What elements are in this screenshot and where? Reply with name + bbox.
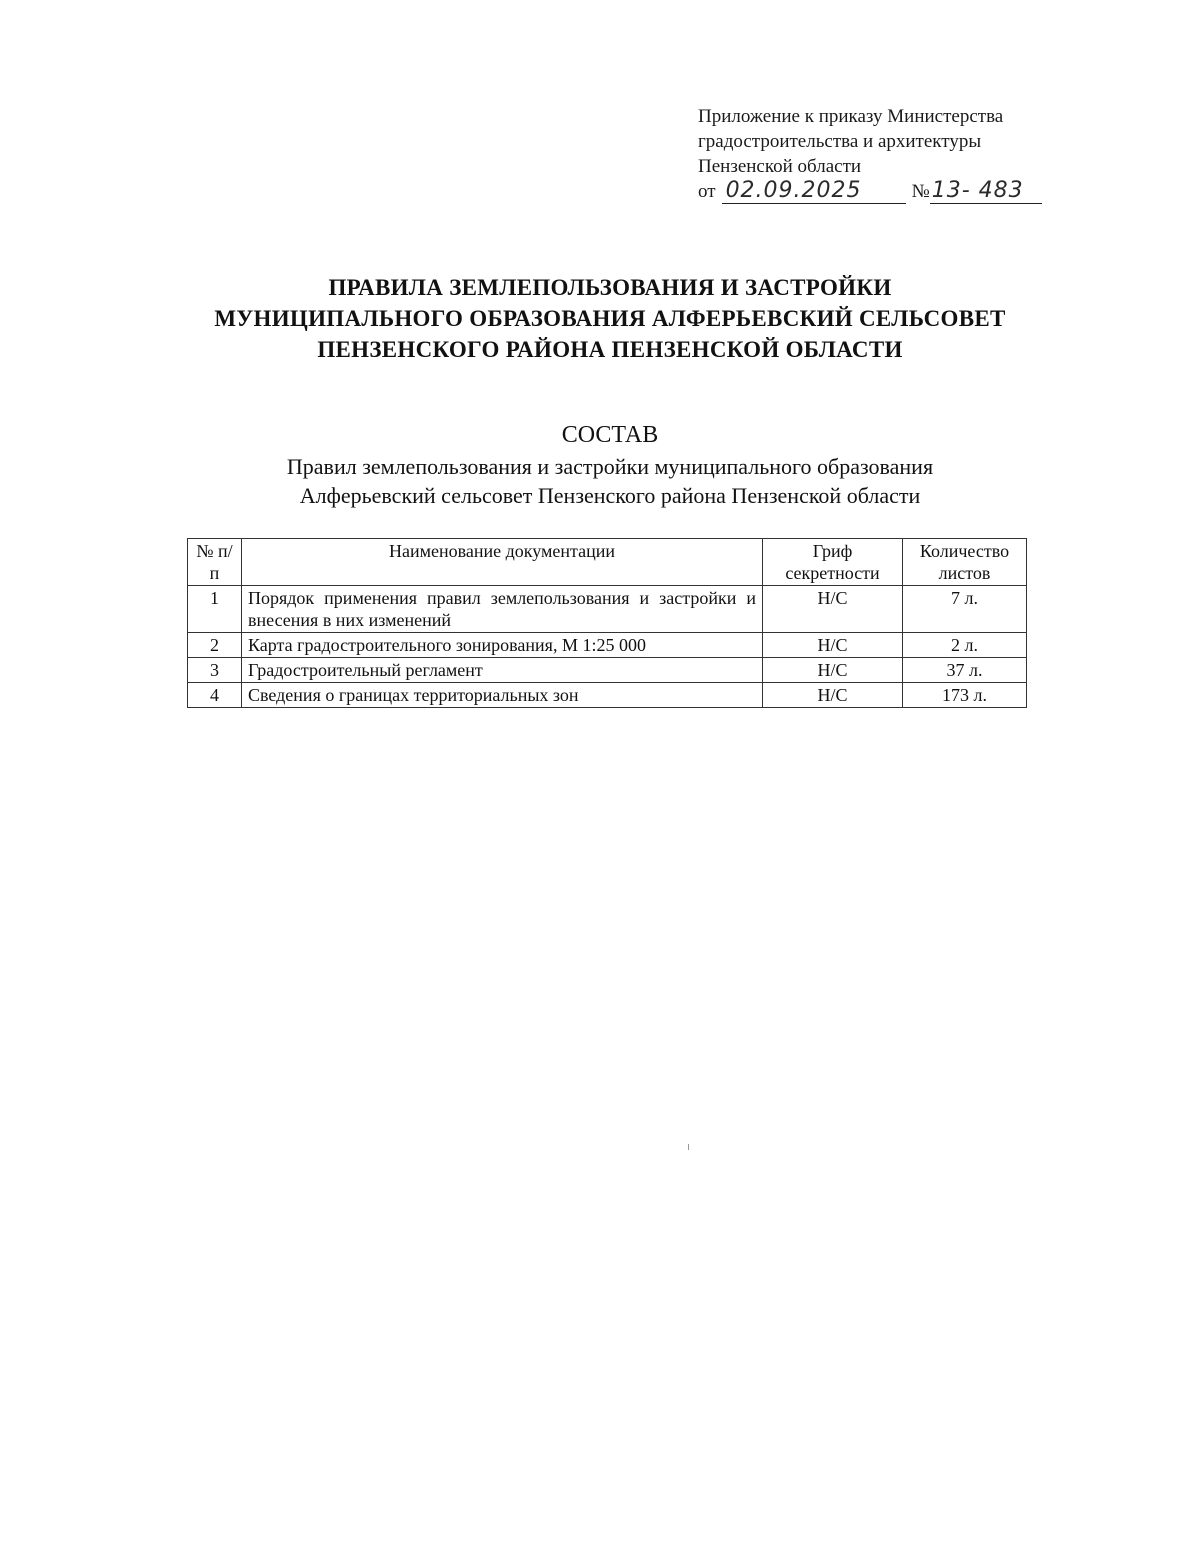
row-qty: 37 л.: [903, 658, 1027, 683]
row-num: 3: [188, 658, 242, 683]
header-qty: Количество листов: [903, 539, 1027, 586]
row-grif: Н/С: [763, 658, 903, 683]
row-name: Градостроительный регламент: [242, 658, 763, 683]
appendix-line-3: Пензенской области: [698, 156, 862, 177]
header-grif: Гриф секретности: [763, 539, 903, 586]
header-name: Наименование документации: [242, 539, 763, 586]
title-line-1: ПРАВИЛА ЗЕМЛЕПОЛЬЗОВАНИЯ И ЗАСТРОЙКИ: [328, 275, 892, 300]
appendix-line-1: Приложение к приказу Министерства: [698, 106, 1004, 127]
table-header-row: [188, 539, 1027, 586]
row-num: 1: [188, 586, 242, 633]
scan-speck: [688, 1144, 689, 1150]
handwritten-number: 13- 483: [931, 178, 1024, 203]
row-grif: Н/С: [763, 633, 903, 658]
composition-table: [187, 538, 1027, 708]
subtitle-line-2: Алферьевский сельсовет Пензенского района Пензенской области: [299, 483, 921, 508]
document-title: [100, 272, 1120, 365]
header-num: № п/п: [188, 539, 242, 586]
table-row: [188, 683, 1027, 708]
table-row: [188, 586, 1027, 633]
row-num: 2: [188, 633, 242, 658]
subtitle-line-1: Правил землепользования и застройки муниципального образования: [286, 454, 934, 479]
handwritten-date: 02.09.2025: [725, 178, 862, 203]
row-grif: Н/С: [763, 586, 903, 633]
appendix-note: [698, 104, 1078, 204]
row-grif: Н/С: [763, 683, 903, 708]
table-row: [188, 633, 1027, 658]
table-row: [188, 658, 1027, 683]
row-qty: 173 л.: [903, 683, 1027, 708]
row-name: Порядок применения правил землепользования и застройки и внесения в них изменений: [242, 586, 763, 633]
row-qty: 7 л.: [903, 586, 1027, 633]
row-num: 4: [188, 683, 242, 708]
row-name: Карта градостроительного зонирования, М 1:25 000: [242, 633, 763, 658]
title-line-3: ПЕНЗЕНСКОГО РАЙОНА ПЕНЗЕНСКОЙ ОБЛАСТИ: [317, 337, 903, 362]
number-label: №: [911, 181, 930, 202]
date-field: [722, 180, 906, 204]
composition-subtitle: [100, 452, 1120, 510]
appendix-date-number-line: [698, 179, 1078, 204]
row-qty: 2 л.: [903, 633, 1027, 658]
number-field: [930, 180, 1042, 204]
date-prefix: от: [698, 181, 716, 202]
row-name: Сведения о границах территориальных зон: [242, 683, 763, 708]
title-line-2: МУНИЦИПАЛЬНОГО ОБРАЗОВАНИЯ АЛФЕРЬЕВСКИЙ СЕЛЬСОВЕТ: [214, 306, 1006, 331]
appendix-line-2: градостроительства и архитектуры: [698, 131, 982, 152]
composition-heading: СОСТАВ: [561, 422, 659, 448]
